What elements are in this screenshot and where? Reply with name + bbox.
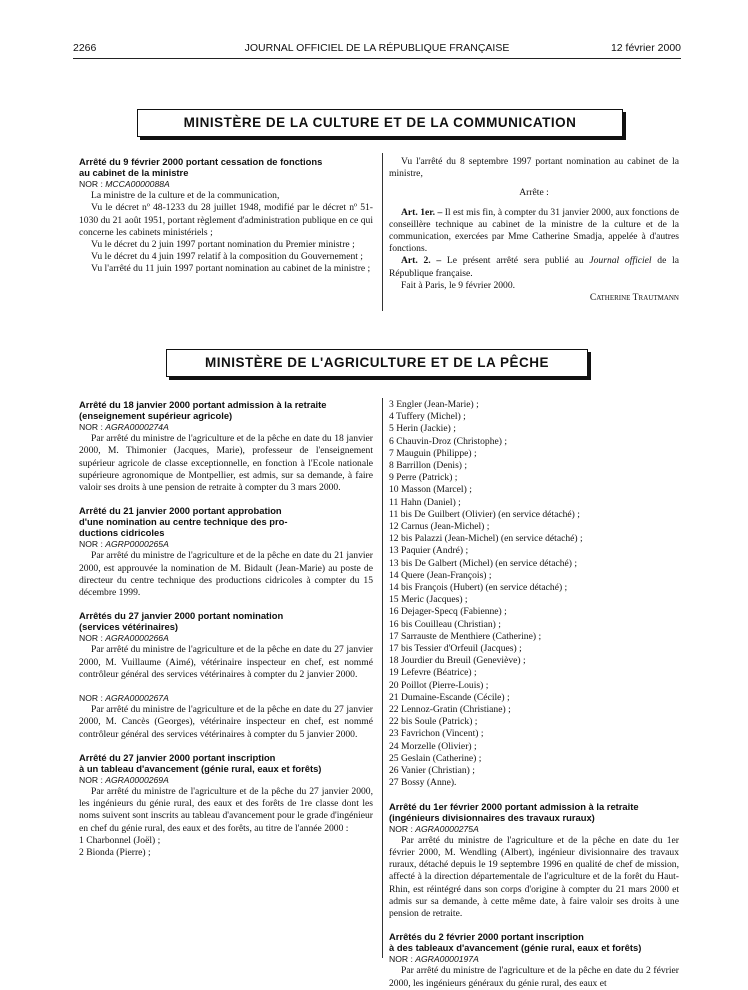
paragraph: Vu le décret nº 48-1233 du 28 juillet 1948, modifié par le décret nº 51-1030 du 21 août 1951, portant règlement d'administration publique en ce qui concerne les cabinets ministériels ;	[79, 202, 373, 238]
list-item: 6 Chauvin-Droz (Christophe) ;	[389, 435, 508, 447]
list-item: 21 Dumaine-Escande (Cécile) ;	[389, 691, 510, 703]
arrete-title-line: Arrêté du 18 janvier 2000 portant admission à la retraite	[79, 399, 327, 410]
list-item: 13 Paquier (André) ;	[389, 545, 469, 557]
arrete-word: Arrête :	[519, 187, 549, 199]
name-list-left	[79, 835, 373, 859]
arrete-title-line: (services vétérinaires)	[79, 621, 179, 633]
agriculture-right-column	[389, 399, 679, 990]
signature: Catherine Trautmann	[589, 292, 679, 304]
header-rule	[73, 58, 681, 59]
list-item: 9 Perre (Patrick) ;	[389, 472, 458, 484]
article-1: Art. 1er. – Il est mis fin, à compter du 31 janvier 2000, aux fonctions de conseillère technique au cabinet de la ministre de la culture et de la communication, exercées par Mme Catherine Smadja, appelée à d'autres fonctions.	[389, 206, 679, 255]
list-item: 24 Morzelle (Olivier) ;	[389, 740, 477, 752]
nor-reference: NOR : AGRA0000274A	[79, 422, 169, 432]
nor-reference: NOR : AGRP0000265A	[79, 539, 169, 550]
nor-reference: NOR : MCCA0000088A	[79, 179, 170, 189]
arrete-title-line: Arrêté du 27 janvier 2000 portant inscription	[79, 751, 276, 763]
paragraph: Par arrêté du ministre de l'agriculture et de la pêche en date du 27 janvier 2000, M. Vuillaume (Aimé), vétérinaire inspecteur en chef, est nommé contrôleur général des services vétérinaires à compter du 2 janvier 2000.	[79, 644, 373, 680]
arrete-title-line: au cabinet de la ministre	[79, 167, 189, 178]
nor-reference: NOR : AGRA0000267A	[79, 693, 169, 704]
list-item: 8 Barrillon (Denis) ;	[389, 460, 468, 472]
list-item: 23 Favrichon (Vincent) ;	[389, 728, 484, 740]
arrete-title-line: Arrêté du 21 janvier 2000 portant approbation	[79, 505, 282, 517]
paragraph: La ministre de la culture et de la communication,	[91, 190, 280, 202]
list-item: 3 Engler (Jean-Marie) ;	[389, 399, 479, 410]
page-header	[73, 42, 681, 58]
list-item: 25 Geslain (Catherine) ;	[389, 752, 482, 764]
arrete-title-line: à un tableau d'avancement (génie rural, eaux et forêts)	[79, 762, 322, 774]
list-item: 19 Lefevre (Béatrice) ;	[389, 667, 477, 679]
fait-a-paris: Fait à Paris, le 9 février 2000.	[401, 279, 516, 291]
culture-left-column	[79, 156, 373, 276]
column-divider	[382, 153, 383, 311]
article-2: Art. 2. – Le présent arrêté sera publié au Journal officiel de la République française.	[389, 255, 679, 279]
ministry-agriculture-title: MINISTÈRE DE L'AGRICULTURE ET DE LA PÊCHE	[166, 349, 588, 377]
list-item: 1 Charbonnel (Joël) ;	[79, 834, 161, 846]
list-item: 27 Bossy (Anne).	[389, 777, 457, 789]
arrete-title-line: Arrêtés du 2 février 2000 portant inscription	[389, 931, 584, 943]
nor-reference: NOR : AGRA0000197A	[389, 954, 479, 965]
name-list-right	[389, 399, 679, 790]
list-item: 18 Jourdier du Breuil (Geneviève) ;	[389, 655, 526, 667]
paragraph: Vu l'arrêté du 11 juin 1997 portant nomination au cabinet de la ministre ;	[91, 263, 371, 275]
list-item: 14 bis François (Hubert) (en service détaché) ;	[389, 582, 568, 594]
arrete-title-line: Arrêtés du 27 janvier 2000 portant nomination	[79, 610, 284, 622]
nor-reference: NOR : AGRA0000275A	[389, 823, 479, 834]
arrete-title-line: (enseignement supérieur agricole)	[79, 410, 233, 421]
agriculture-left-column	[79, 399, 373, 859]
arrete-title-line: ductions cidricoles	[79, 527, 165, 539]
list-item: 17 Sarrauste de Menthiere (Catherine) ;	[389, 630, 542, 642]
list-item: 12 bis Palazzi (Jean-Michel) (en service détaché) ;	[389, 533, 583, 545]
culture-right-column	[389, 156, 679, 304]
arrete-title-line: d'une nomination au centre technique des pro-	[79, 516, 288, 528]
list-item: 15 Meric (Jacques) ;	[389, 594, 468, 606]
paragraph: Vu le décret du 2 juin 1997 portant nomination du Premier ministre ;	[91, 239, 355, 251]
list-item: 12 Carnus (Jean-Michel) ;	[389, 521, 490, 533]
list-item: 10 Masson (Marcel) ;	[389, 484, 472, 496]
list-item: 2 Bionda (Pierre) ;	[79, 847, 151, 859]
list-item: 4 Tuffery (Michel) ;	[389, 411, 466, 423]
paragraph: Vu le décret du 4 juin 1997 relatif à la composition du Gouvernement ;	[91, 251, 363, 263]
list-item: 17 bis Tessier d'Orfeuil (Jacques) ;	[389, 643, 522, 655]
paragraph: Vu l'arrêté du 8 septembre 1997 portant nomination au cabinet de la ministre,	[389, 156, 679, 180]
list-item: 26 Vanier (Christian) ;	[389, 765, 475, 777]
paragraph: Par arrêté du ministre de l'agriculture et de la pêche en date du 21 janvier 2000, est approuvée la nomination de M. Bidault (Jean-Marie) au poste de directeur du centre technique des productions cidricoles à compter du 15 décembre 1999.	[79, 550, 373, 599]
list-item: 14 Quere (Jean-François) ;	[389, 569, 492, 581]
list-item: 11 Hahn (Daniel) ;	[389, 496, 461, 508]
paragraph: Par arrêté du ministre de l'agriculture et de la pêche en date du 1er février 2000, M. Wendling (Albert), ingénieur divisionnaire des travaux ruraux, détaché depuis le 19 septembre 1996 en qualité de chef de mission, affecté à la direction départementale de l'agriculture et de la forêt du Haut-Rhin, est réintégré dans son corps d'origine à compter du 21 mars 2000 et admis sur sa demande, à cette même date, à faire valoir ses droits à une pension de retraite.	[389, 834, 679, 919]
paragraph: Par arrêté du ministre de l'agriculture et de la pêche en date du 2 février 2000, les ingénieurs généraux du génie rural, des eaux et	[389, 965, 679, 989]
paragraph: Par arrêté du ministre de l'agriculture et de la pêche en date du 18 janvier 2000, M. Thimonier (Jacques, Marie), professeur de l'enseignement supérieur agricole de classe exceptionnelle, en fonction à l'Ecole nationale supérieure agronomique de Montpellier, est admis, sur sa demande, à faire valoir ses droits à une pension de retraite à compter du 3 mars 2000.	[79, 433, 373, 494]
list-item: 20 Poillot (Pierre-Louis) ;	[389, 679, 489, 691]
nor-reference: NOR : AGRA0000266A	[79, 633, 169, 644]
issue-date: 12 février 2000	[610, 42, 681, 54]
journal-title: JOURNAL OFFICIEL DE LA RÉPUBLIQUE FRANÇAISE	[244, 42, 510, 54]
arrete-title-line: à des tableaux d'avancement (génie rural, eaux et forêts)	[389, 942, 642, 954]
list-item: 5 Herin (Jackie) ;	[389, 423, 456, 435]
list-item: 7 Mauguin (Philippe) ;	[389, 447, 477, 459]
arrete-title-line: Arrêté du 9 février 2000 portant cessation de fonctions	[79, 156, 323, 167]
paragraph: Par arrêté du ministre de l'agriculture et de la pêche du 27 janvier 2000, les ingénieurs du génie rural, des eaux et des forêts de 1re classe dont les noms suivent sont inscrits au tableau d'avancement pour le grade d'ingénieur en chef du génie rural, des eaux et des forêts, au titre de l'année 2000 :	[79, 786, 373, 834]
nor-reference: NOR : AGRA0000269A	[79, 774, 169, 785]
arrete-title-line: (ingénieurs divisionnaires des travaux ruraux)	[389, 811, 595, 823]
page-number: 2266	[73, 42, 97, 54]
paragraph: Par arrêté du ministre de l'agriculture et de la pêche en date du 27 janvier 2000, M. Cancès (Georges), vétérinaire inspecteur en chef, est nommé contrôleur général des services vétérinaires à compter du 5 janvier 2000.	[79, 704, 373, 740]
list-item: 22 Lennoz-Gratin (Christiane) ;	[389, 704, 511, 716]
list-item: 13 bis De Galbert (Michel) (en service détaché) ;	[389, 557, 578, 569]
arrete-title-line: Arrêté du 1er février 2000 portant admission à la retraite	[389, 800, 639, 812]
list-item: 16 Dejager-Specq (Fabienne) ;	[389, 606, 507, 618]
list-item: 16 bis Couilleau (Christian) ;	[389, 618, 501, 630]
list-item: 11 bis De Guilbert (Olivier) (en service détaché) ;	[389, 508, 580, 520]
column-divider	[382, 398, 383, 958]
ministry-culture-title: MINISTÈRE DE LA CULTURE ET DE LA COMMUNICATION	[137, 109, 623, 137]
list-item: 22 bis Soule (Patrick) ;	[389, 716, 478, 728]
